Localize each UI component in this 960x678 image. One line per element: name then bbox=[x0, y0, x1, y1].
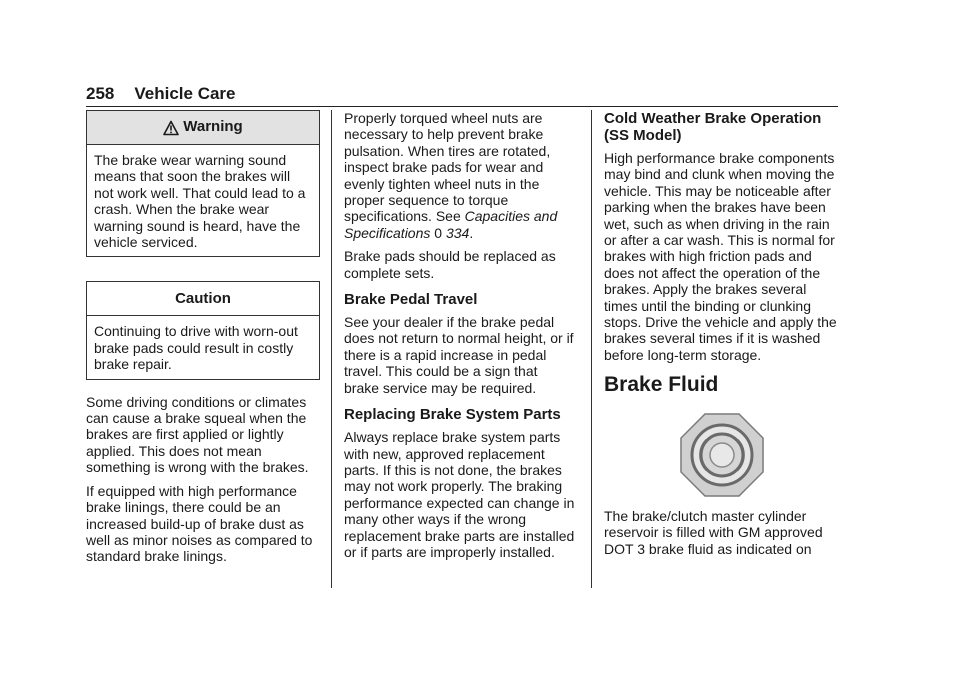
warning-box bbox=[86, 110, 320, 257]
brake-fluid-cap-icon bbox=[679, 412, 765, 498]
paragraph: The brake/clutch master cylinder reservoir is filled with GM approved DOT 3 brake fluid as indicated on bbox=[604, 507, 823, 557]
column-2 bbox=[344, 110, 576, 567]
paragraph-text: Properly torqued wheel nuts are necessary to help prevent brake pulsation. When tires are rotated, inspect brake pads for wear and evenly tighten wheel nuts in the proper sequence to torque specifications. See bbox=[344, 110, 551, 225]
heading-brake-pedal-travel: Brake Pedal Travel bbox=[344, 291, 478, 309]
caution-title: Caution bbox=[175, 289, 231, 307]
paragraph-end: . bbox=[469, 224, 474, 241]
heading-cold-weather: Cold Weather Brake Operation (SS Model) bbox=[604, 110, 822, 144]
warning-title: Warning bbox=[183, 118, 243, 136]
cross-reference-link[interactable]: Capacities and Specifications bbox=[344, 208, 558, 241]
page-ref-icon: 0 bbox=[434, 224, 443, 241]
page-number: 258 bbox=[86, 84, 115, 103]
warning-body: The brake wear warning sound means that soon the brakes will not work well. That could lead to a crash. When the brake wear warning sound is heard, have the vehicle serviced. bbox=[94, 152, 306, 251]
page-header bbox=[86, 84, 838, 107]
paragraph: If equipped with high performance brake linings, there could be an increased build-up of brake dust as well as minor noises as compared to standard brake linings. bbox=[86, 482, 313, 565]
warning-icon bbox=[163, 120, 179, 136]
warning-header bbox=[87, 111, 319, 145]
page-ref-number[interactable]: 334 bbox=[445, 224, 470, 241]
paragraph bbox=[344, 110, 576, 241]
caution-body: Continuing to drive with worn-out brake pads could result in costly brake repair. bbox=[94, 323, 298, 373]
column-divider bbox=[591, 110, 592, 588]
paragraph: Some driving conditions or climates can cause a brake squeal when the brakes are first applied or lightly applied. This does not mean something is wrong with the brakes. bbox=[86, 393, 309, 476]
column-divider bbox=[331, 110, 332, 588]
paragraph: Brake pads should be replaced as complete sets. bbox=[344, 248, 556, 281]
heading-replacing-parts: Replacing Brake System Parts bbox=[344, 406, 561, 424]
column-1 bbox=[86, 110, 320, 572]
heading-brake-fluid: Brake Fluid bbox=[604, 373, 719, 397]
caution-box bbox=[86, 281, 320, 379]
column-3 bbox=[604, 110, 840, 564]
caution-header bbox=[87, 282, 319, 316]
paragraph: See your dealer if the brake pedal does not return to normal height, or if there is a rapid increase in pedal travel. This could be a sign that brake service may be required. bbox=[344, 314, 574, 396]
paragraph: High performance brake components may bind and clunk when moving the vehicle. This may be noticeable after parking when the brakes have been wet, such as when driving in the rain or after a car wash. This is normal for brakes with high friction pads and does not affect the operation of the brakes. Apply the brakes several times until the binding or clunking stops. Drive the vehicle and apply the brakes several times if it is washed before long-term storage. bbox=[604, 150, 837, 363]
brake-fluid-symbol bbox=[604, 412, 840, 498]
paragraph: Always replace brake system parts with new, approved replacement parts. If this is not done, the brakes may not work properly. The braking performance expected can change in many other ways if the wrong replacement brake parts are installed or if parts are improperly installed. bbox=[344, 429, 575, 560]
section-title: Vehicle Care bbox=[134, 84, 236, 103]
